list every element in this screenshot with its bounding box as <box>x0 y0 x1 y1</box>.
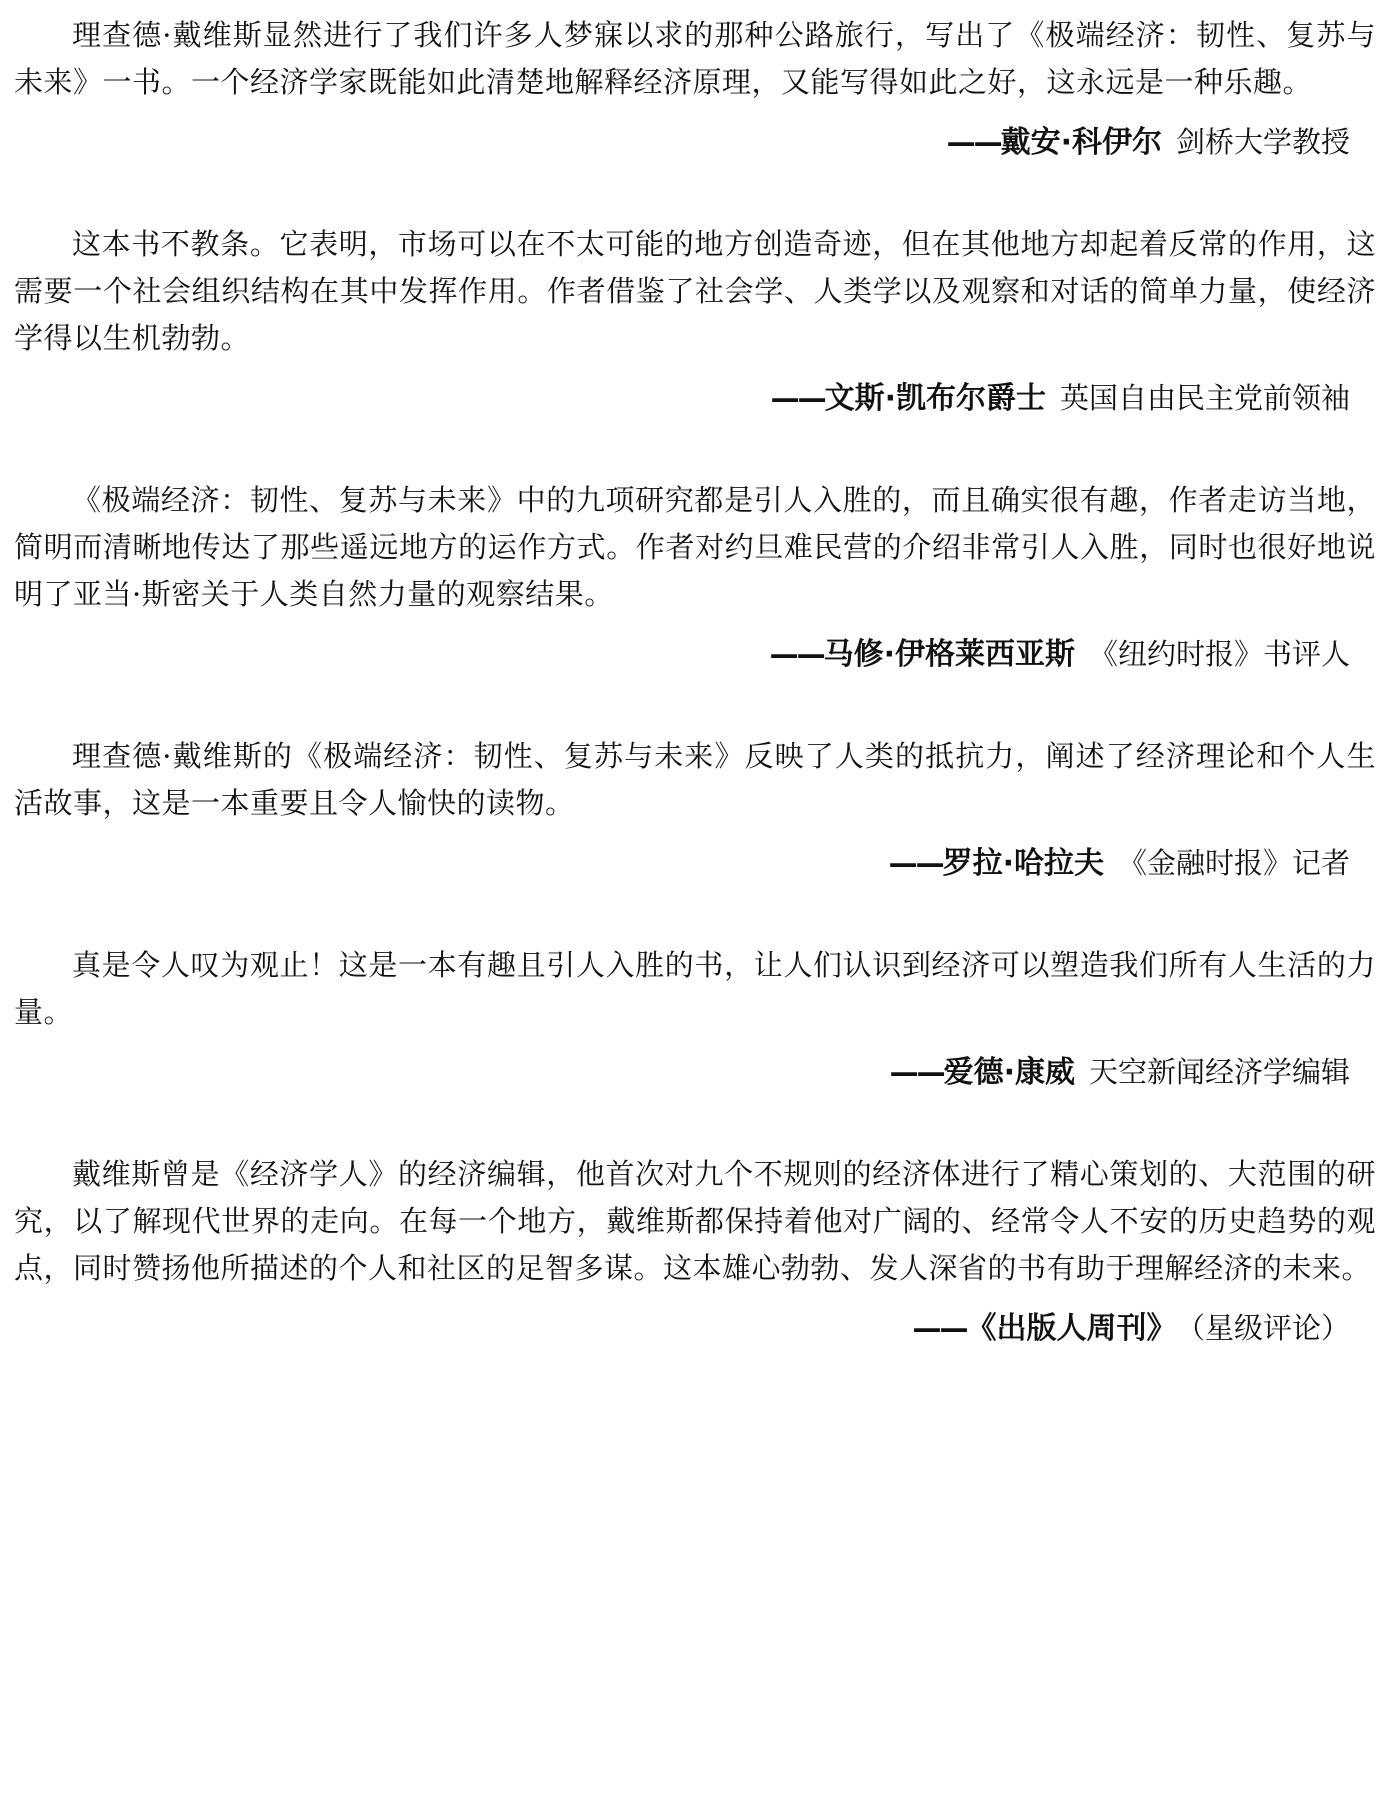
reviewer-title: 《金融时报》记者 <box>1117 846 1350 880</box>
review-5 <box>14 942 1376 1093</box>
review-2 <box>14 221 1376 419</box>
attribution-dash: —— <box>888 846 943 880</box>
review-text: 这本书不教条。它表明，市场可以在不太可能的地方创造奇迹，但在其他地方却起着反常的作用，这需要一个社会组织结构在其中发挥作用。作者借鉴了社会学、人类学以及观察和对话的简单力量，使经济学得以生机勃勃。 <box>14 227 1376 355</box>
reviewer-name: 文斯·凯布尔爵士 <box>824 381 1046 416</box>
reviews-page <box>14 12 1376 1349</box>
attribution-dash: —— <box>770 381 825 415</box>
review-attribution <box>14 1308 1376 1349</box>
reviewer-title: 《纽约时报》书评人 <box>1088 637 1350 671</box>
reviewer-name: 爱德·康威 <box>943 1055 1075 1090</box>
review-text: 理查德·戴维斯显然进行了我们许多人梦寐以求的那种公路旅行，写出了《极端经济：韧性、复苏与未来》一书。一个经济学家既能如此清楚地解释经济原理，又能写得如此之好，这永远是一种乐趣。 <box>14 18 1376 99</box>
attribution-dash: —— <box>769 637 824 671</box>
attribution-dash: —— <box>912 1311 967 1345</box>
reviewer-name: 罗拉·哈拉夫 <box>942 846 1104 881</box>
review-text: 戴维斯曾是《经济学人》的经济编辑，他首次对九个不规则的经济体进行了精心策划的、大范围的研究，以了解现代世界的走向。在每一个地方，戴维斯都保持着他对广阔的、经常令人不安的历史趋势的观点，同时赞扬他所描述的个人和社区的足智多谋。这本雄心勃勃、发人深省的书有助于理解经济的未来。 <box>14 1157 1376 1285</box>
review-attribution <box>14 378 1376 419</box>
review-6 <box>14 1151 1376 1349</box>
review-1 <box>14 12 1376 163</box>
review-3 <box>14 477 1376 675</box>
attribution-dash: —— <box>889 1055 944 1089</box>
review-text: 《极端经济：韧性、复苏与未来》中的九项研究都是引人入胜的，而且确实很有趣，作者走访当地，简明而清晰地传达了那些遥远地方的运作方式。作者对约旦难民营的介绍非常引人入胜，同时也很好地说明了亚当·斯密关于人类自然力量的观察结果。 <box>14 483 1376 611</box>
reviewer-title: 剑桥大学教授 <box>1175 125 1350 159</box>
review-attribution <box>14 1052 1376 1093</box>
reviewer-title: （星级评论） <box>1190 1311 1350 1345</box>
reviewer-title: 英国自由民主党前领袖 <box>1059 381 1350 415</box>
review-4 <box>14 733 1376 884</box>
reviewer-name: 戴安·科伊尔 <box>1000 125 1162 160</box>
review-attribution <box>14 843 1376 884</box>
review-text: 理查德·戴维斯的《极端经济：韧性、复苏与未来》反映了人类的抵抗力，阐述了经济理论和个人生活故事，这是一本重要且令人愉快的读物。 <box>14 739 1376 820</box>
reviewer-title: 天空新闻经济学编辑 <box>1088 1055 1350 1089</box>
review-attribution <box>14 122 1376 163</box>
attribution-dash: —— <box>946 125 1001 159</box>
review-text: 真是令人叹为观止！这是一本有趣且引人入胜的书，让人们认识到经济可以塑造我们所有人生活的力量。 <box>14 948 1376 1029</box>
reviewer-name: 马修·伊格莱西亚斯 <box>823 637 1075 672</box>
review-attribution <box>14 634 1376 675</box>
reviewer-name: 《出版人周刊》 <box>966 1311 1177 1346</box>
